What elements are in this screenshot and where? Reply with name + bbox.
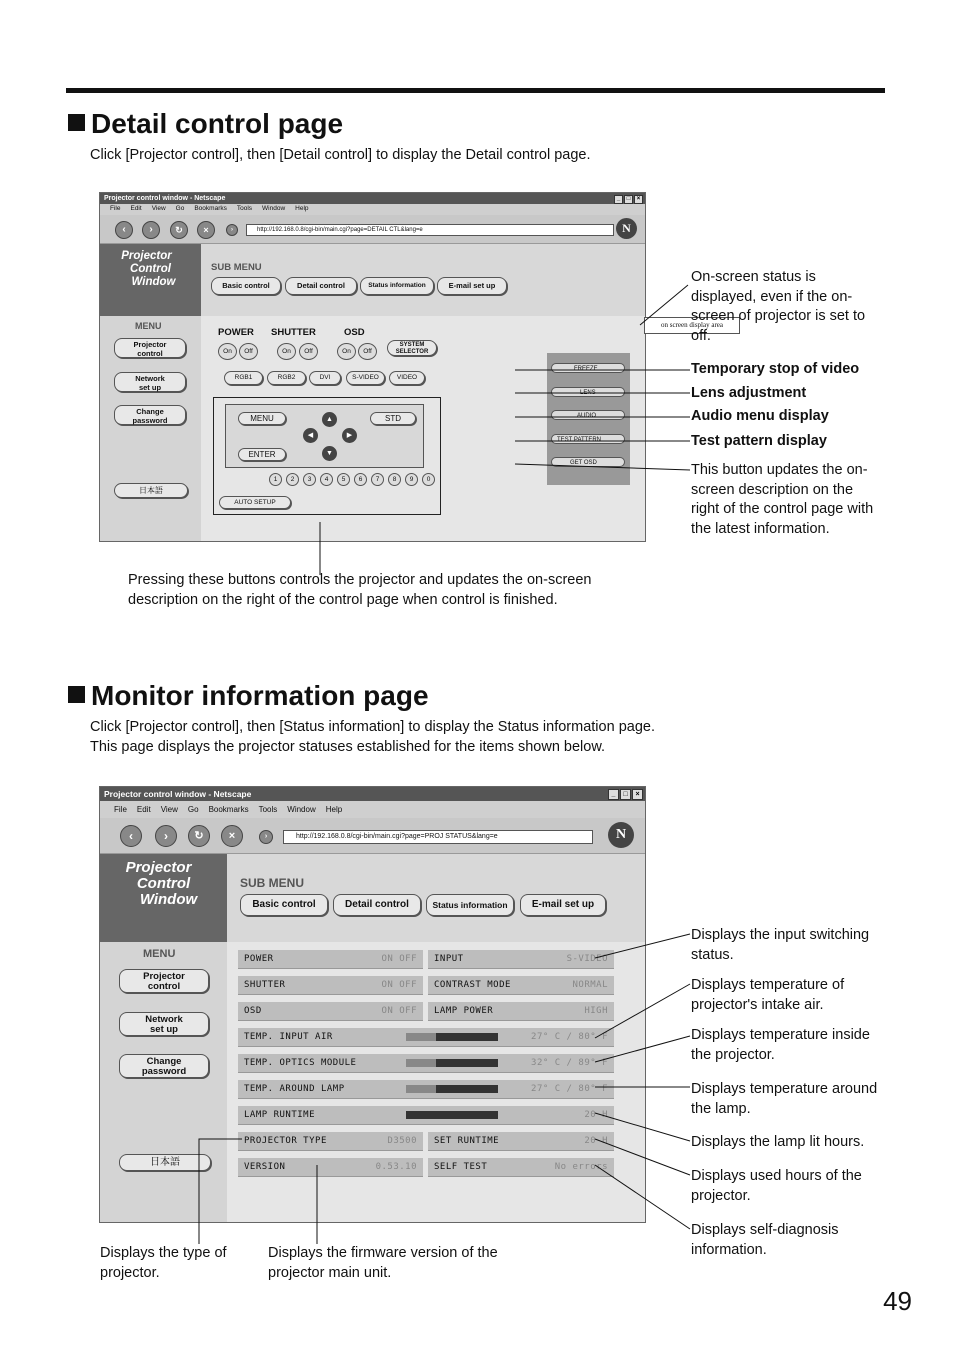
netscape-logo-icon: N [616, 218, 637, 239]
lens-button[interactable]: LENS [551, 387, 625, 397]
status-row-projector-type: PROJECTOR TYPE D3500 [238, 1132, 423, 1151]
close-icon[interactable]: × [634, 195, 643, 204]
projector-control-nav-button[interactable]: Projector control [119, 969, 209, 993]
detail-intro: Click [Projector control], then [Detail control] to display the Detail control page. [90, 147, 591, 163]
audio-button[interactable]: AUDIO [551, 410, 625, 420]
osd-off-button[interactable]: Off [358, 343, 377, 360]
shutter-label: SHUTTER [271, 327, 316, 338]
annotation-around-lamp: Displays temperature around the lamp. [691, 1081, 878, 1117]
power-off-button[interactable]: Off [239, 343, 258, 360]
leader-intake [595, 984, 690, 1038]
close-icon[interactable]: × [632, 789, 643, 800]
search-icon[interactable]: › [226, 224, 238, 236]
status-row-shutter: SHUTTER ON OFF [238, 976, 423, 995]
menu-button[interactable]: MENU [238, 412, 286, 425]
number-button-7[interactable]: 7 [371, 473, 384, 486]
status-row-temp-input-air: TEMP. INPUT AIR 27° C / 80° F [238, 1028, 614, 1047]
monitor-section-title: Monitor information page [68, 680, 429, 712]
forward-icon[interactable]: › [155, 825, 177, 847]
status-row-temp-around-lamp: TEMP. AROUND LAMP 27° C / 80° F [238, 1080, 614, 1099]
s-video-button[interactable]: S-VIDEO [346, 371, 385, 385]
menu-window[interactable]: Window [262, 205, 286, 212]
annotation-freeze: Temporary stop of video [691, 361, 860, 377]
detail-control-button[interactable]: Detail control [285, 277, 357, 295]
shutter-on-button[interactable]: On [277, 343, 296, 360]
menu-tools[interactable]: Tools [258, 805, 278, 814]
menu-file[interactable]: File [110, 205, 121, 212]
auto-setup-button[interactable]: AUTO SETUP [219, 496, 291, 509]
menu-view[interactable]: View [160, 805, 178, 814]
leader-input [595, 934, 690, 958]
detail-section-title: Detail control page [68, 108, 343, 140]
number-button-4[interactable]: 4 [320, 473, 333, 486]
status-row-power: POWER ON OFF [238, 950, 423, 969]
number-button-6[interactable]: 6 [354, 473, 367, 486]
menu-help[interactable]: Help [325, 805, 343, 814]
rgb2-button[interactable]: RGB2 [267, 371, 306, 385]
status-row-lamp-runtime: LAMP RUNTIME 20 H [238, 1106, 614, 1125]
power-label: POWER [218, 327, 254, 338]
annotation-audio: Audio menu display [691, 408, 829, 424]
monitor-intro-1: Click [Projector control], then [Status information] to display the Status information page. [90, 719, 655, 735]
shutter-off-button[interactable]: Off [299, 343, 318, 360]
number-button-8[interactable]: 8 [388, 473, 401, 486]
annotation-osd-status: On-screen status is displayed, even if the on-screen of projector is set to off. [691, 269, 866, 344]
menu-go[interactable]: Go [187, 805, 199, 814]
menu-bookmarks[interactable]: Bookmarks [194, 205, 227, 212]
power-on-button[interactable]: On [218, 343, 237, 360]
minimize-icon[interactable]: _ [608, 789, 619, 800]
status-information-button[interactable]: Status information [426, 894, 514, 916]
test-pattern-button[interactable]: TEST PATTERN [551, 434, 625, 444]
menu-go[interactable]: Go [175, 205, 185, 212]
projector-control-window-logo: Projector Control Window [100, 854, 227, 942]
detail-control-button[interactable]: Detail control [333, 894, 421, 916]
menu-window[interactable]: Window [287, 805, 316, 814]
monitor-intro-2: This page displays the projector statuses established for the items shown below. [90, 739, 606, 755]
reload-icon[interactable]: ↻ [170, 221, 188, 239]
back-icon[interactable]: ‹ [115, 221, 133, 239]
reload-icon[interactable]: ↻ [188, 825, 210, 847]
email-setup-button[interactable]: E-mail set up [437, 277, 507, 295]
status-row-lamp-power: LAMP POWER HIGH [428, 1002, 614, 1021]
network-setup-nav-button[interactable]: Network set up [114, 372, 186, 392]
maximize-icon[interactable]: □ [624, 195, 633, 204]
leader-osd-status [640, 285, 688, 325]
menu-label: MENU [135, 321, 162, 331]
arrow-down-icon[interactable]: ▼ [322, 446, 337, 461]
stop-icon[interactable]: × [197, 221, 215, 239]
menu-view[interactable]: View [151, 205, 166, 212]
leader-lamp-hours [595, 1113, 690, 1141]
system-selector-button[interactable]: SYSTEM SELECTOR [387, 340, 437, 356]
status-row-contrast-mode: CONTRAST MODE NORMAL [428, 976, 614, 995]
change-password-nav-button[interactable]: Change password [119, 1054, 209, 1078]
annotation-control-buttons: Pressing these buttons controls the projector and updates the on-screen description on the right of the control page when control is finished. [128, 572, 592, 608]
url-field[interactable]: http://192.168.0.8/cgi-bin/main.cgi?page=DETAIL CTL&lang=e [246, 224, 614, 236]
annotation-projector-type: Displays the type of projector. [100, 1245, 227, 1281]
video-button[interactable]: VIDEO [389, 371, 425, 385]
annotation-lens: Lens adjustment [691, 385, 807, 401]
menu-edit[interactable]: Edit [136, 805, 151, 814]
freeze-button[interactable]: FREEZE [551, 363, 625, 373]
leader-inside [595, 1036, 690, 1062]
leader-get-osd [515, 464, 690, 470]
osd-on-button[interactable]: On [337, 343, 356, 360]
number-button-3[interactable]: 3 [303, 473, 316, 486]
annotation-input: Displays the input switching status. [691, 927, 870, 963]
status-row-osd: OSD ON OFF [238, 1002, 423, 1021]
annotation-inside-temp: Displays temperature inside the projector. [691, 1027, 870, 1063]
status-row-self-test: SELF TEST No errors [428, 1158, 614, 1177]
japanese-language-button[interactable]: 日本語 [114, 483, 188, 498]
rgb1-button[interactable]: RGB1 [224, 371, 263, 385]
enter-button[interactable]: ENTER [238, 448, 286, 461]
arrow-left-icon[interactable]: ◀ [303, 428, 318, 443]
menu-tools[interactable]: Tools [236, 205, 253, 212]
number-button-1[interactable]: 1 [269, 473, 282, 486]
menu-bookmarks[interactable]: Bookmarks [208, 805, 249, 814]
arrow-up-icon[interactable]: ▲ [322, 412, 337, 427]
number-button-2[interactable]: 2 [286, 473, 299, 486]
page-number: 49 [883, 1286, 912, 1316]
number-button-0[interactable]: 0 [422, 473, 435, 486]
basic-control-button[interactable]: Basic control [240, 894, 328, 916]
annotation-self-diagnosis: Displays self-diagnosis information. [691, 1222, 839, 1258]
maximize-icon[interactable]: □ [620, 789, 631, 800]
status-row-temp-optics-module: TEMP. OPTICS MODULE 32° C / 89° F [238, 1054, 614, 1073]
change-password-nav-button[interactable]: Change password [114, 405, 186, 425]
url-field[interactable]: http://192.168.0.8/cgi-bin/main.cgi?page=PROJ STATUS&lang=e [283, 830, 593, 844]
menu-file[interactable]: File [114, 805, 127, 814]
status-information-button[interactable]: Status information [360, 277, 434, 295]
sub-menu-label: SUB MENU [240, 876, 305, 890]
menu-help[interactable]: Help [295, 205, 309, 212]
annotation-test-pattern: Test pattern display [691, 433, 827, 449]
dvi-button[interactable]: DVI [309, 371, 341, 385]
basic-control-button[interactable]: Basic control [211, 277, 281, 295]
status-row-set-runtime: SET RUNTIME 20 H [428, 1132, 614, 1151]
email-setup-button[interactable]: E-mail set up [520, 894, 606, 916]
osd-label: OSD [344, 327, 365, 338]
forward-icon[interactable]: › [142, 221, 160, 239]
window-title: Projector control window - Netscape _ □ × [100, 193, 645, 204]
leader-projector-type [199, 1139, 242, 1244]
annotation-intake-air: Displays temperature of projector's intake air. [691, 977, 845, 1013]
projector-control-nav-button[interactable]: Projector control [114, 338, 186, 358]
window-title: Projector control window - Netscape _ □ × [100, 787, 645, 801]
japanese-language-button[interactable]: 日本語 [119, 1154, 211, 1171]
std-button[interactable]: STD [370, 412, 416, 425]
annotation-get-osd: This button updates the on-screen description on the right of the control page with the latest information. [691, 462, 874, 537]
stop-icon[interactable]: × [221, 825, 243, 847]
annotation-firmware: Displays the firmware version of the projector main unit. [268, 1245, 498, 1281]
status-row-input: INPUT S-VIDEO [428, 950, 614, 969]
menu-label: MENU [143, 948, 176, 960]
menu-edit[interactable]: Edit [130, 205, 142, 212]
get-osd-button[interactable]: GET OSD [551, 457, 625, 467]
number-button-9[interactable]: 9 [405, 473, 418, 486]
netscape-logo-icon: N [608, 822, 634, 848]
sub-menu-label: SUB MENU [211, 262, 262, 273]
annotation-used-hours: Displays used hours of the projector. [691, 1168, 862, 1204]
leader-used-hours [595, 1139, 690, 1175]
search-icon[interactable]: › [259, 830, 273, 844]
back-icon[interactable]: ‹ [120, 825, 142, 847]
arrow-right-icon[interactable]: ▶ [342, 428, 357, 443]
annotation-lamp-hours: Displays the lamp lit hours. [691, 1134, 865, 1150]
status-row-version: VERSION 0.53.10 [238, 1158, 423, 1177]
projector-control-window-logo: Projector Control Window [100, 244, 201, 316]
on-screen-display-area: on screen display area [644, 317, 740, 334]
network-setup-nav-button[interactable]: Network set up [119, 1012, 209, 1036]
minimize-icon[interactable]: _ [614, 195, 623, 204]
number-button-5[interactable]: 5 [337, 473, 350, 486]
leader-self-diag [595, 1165, 690, 1229]
